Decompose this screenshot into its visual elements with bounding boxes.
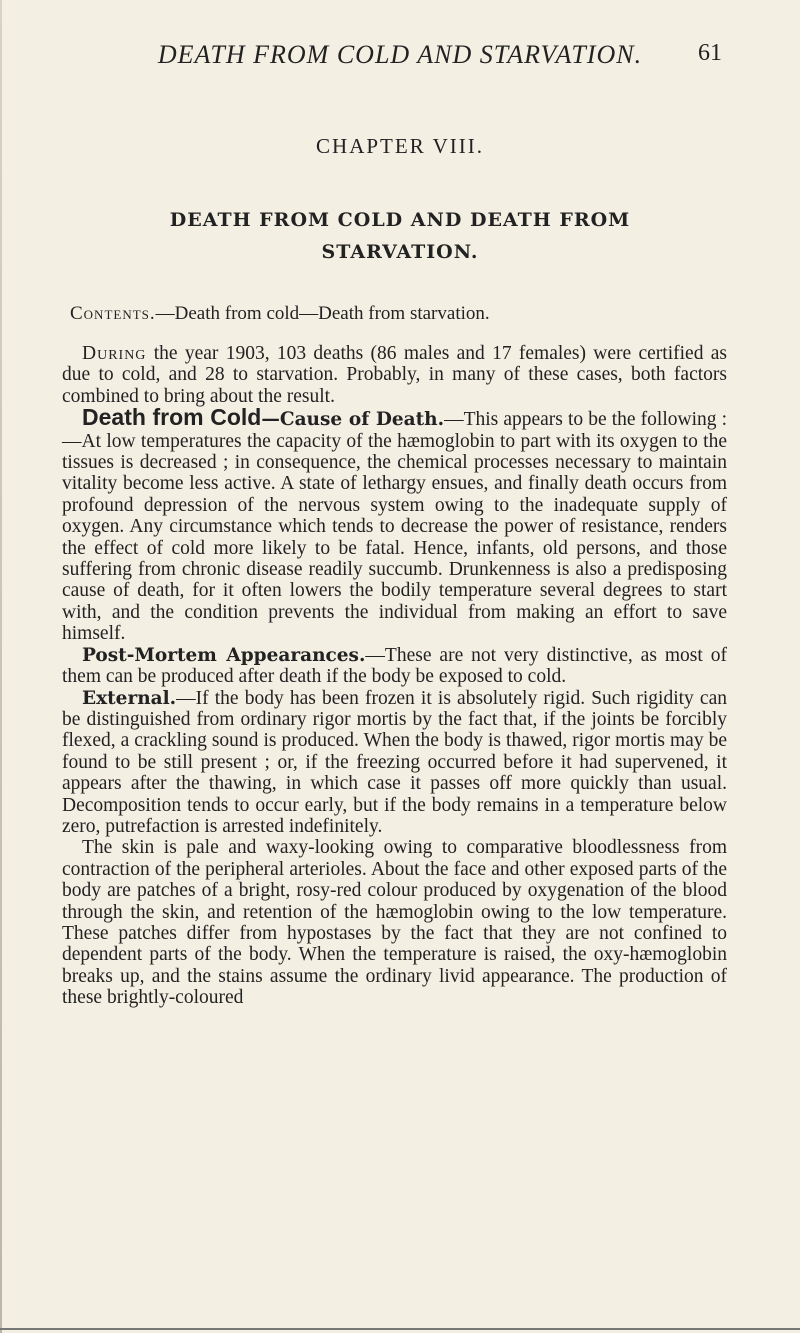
paragraph-cause-text: —This appears to be the following :—At low temperatures the capacity of the hæmoglobin to part with its oxygen to the tissues is decreased ; in consequence, the chemical processes necessary to maintain vitality become less active. A state of lethargy ensues, and finally death occurs from profound depression of the nervous system owing to the inadequate supply of oxygen. Any circumstance which tends to decrease the power of resistance, renders the effect of cold more likely to be fatal. Hence, infants, old persons, and those suffering from chronic disease readily succumb. Drunkenness is also a predisposing cause of death, for it often lowers the bodily temperature several degrees to start with, and the condition prevents the individual from making an effort to save himself. bbox=[62, 409, 728, 645]
contents-text: —Death from cold—Death from starvation. bbox=[155, 303, 490, 324]
page-bottom-edge bbox=[0, 1328, 800, 1330]
contents-label: Contents. bbox=[70, 303, 156, 324]
paragraph-intro-text: the year 1903, 103 deaths (86 males and 17 females) were certified as due to cold, and 28 to starvation. Probably, in many of these cases, both factors combined to bring about the result. bbox=[62, 343, 727, 407]
paragraph-intro bbox=[62, 343, 727, 407]
paragraph-post-mortem bbox=[62, 645, 727, 688]
chapter-title bbox=[60, 204, 740, 268]
chapter-label: CHAPTER VIII. bbox=[316, 134, 484, 158]
page-spine-edge bbox=[0, 0, 2, 1333]
paragraph-skin: The skin is pale and waxy-looking owing to comparative bloodlessness from contraction of the peripheral arterioles. About the face and other exposed parts of the body are patches of a bright, rosy-red colour produced by oxygenation of the blood through the skin, and retention of the hæmoglobin owing to the low temperature. These patches differ from hypostases by the fact that they are not confined to dependent parts of the body. When the temperature is raised, the oxy-hæmoglobin breaks up, and the stains assume the ordinary livid appearance. The production of these brightly-coloured bbox=[62, 837, 727, 1009]
chapter-title-line-2: STARVATION. bbox=[321, 241, 479, 263]
section-heading-death-from-cold: Death from Cold bbox=[82, 404, 262, 431]
body-text bbox=[62, 343, 727, 1009]
paragraph-external-text: —If the body has been frozen it is absolutely rigid. Such rigidity can be distinguished from ordinary rigor mortis by the fact that, if the joints be forcibly flexed, a crackling sound is produced. When the body is thawed, rigor mortis may be found to be still present ; or, if the freezing occurred before it had supervened, it appears after the thawing, in which case it passes off more quickly than usual. Decomposition tends to occur early, but if the body remains in a temperature below zero, putrefaction is arrested indefinitely. bbox=[62, 687, 727, 837]
subheading-cause-of-death: —Cause of Death. bbox=[261, 409, 445, 431]
paragraph-external bbox=[62, 688, 727, 838]
chapter-contents bbox=[70, 303, 750, 325]
paragraph-post-mortem-text: —These are not very distinctive, as most of them can be produced after death if the body be exposed to cold. bbox=[62, 644, 727, 688]
paragraph-death-from-cold bbox=[62, 404, 728, 645]
paragraph-lead-word: During bbox=[82, 343, 147, 364]
chapter-title-line-1: DEATH FROM COLD AND DEATH FROM bbox=[169, 209, 631, 231]
subheading-post-mortem: Post-Mortem Appearances. bbox=[82, 644, 366, 666]
subheading-external: External. bbox=[82, 687, 177, 709]
page-number: 61 bbox=[698, 40, 722, 66]
running-head: DEATH FROM COLD AND STARVATION. bbox=[157, 40, 643, 69]
